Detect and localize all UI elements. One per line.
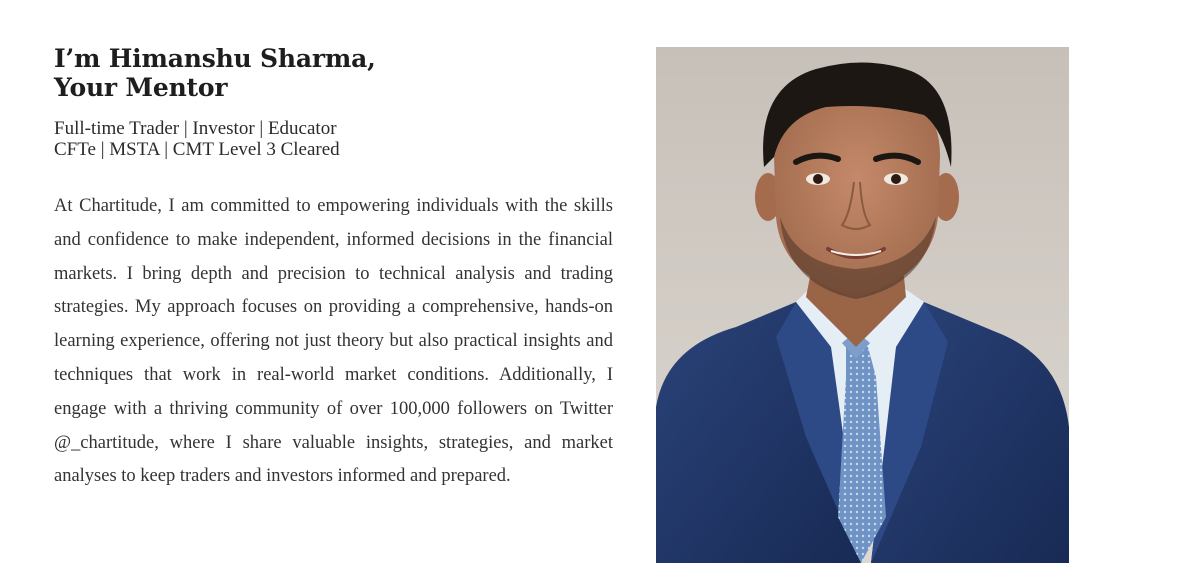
page-title	[54, 44, 614, 102]
mentor-intro	[54, 44, 614, 513]
bio-paragraph: At Chartitude, I am committed to empowering individuals with the skills and confidence to make independent, informed decisions in the financial markets. I bring depth and precision to technical analysis and trading strategies. My approach focuses on providing a comprehensive, hands-on learning experience, offering not just theory but also practical insights and techniques that work in real-world market conditions. Additionally, I engage with a thriving community of over 100,000 followers on Twitter @_chartitude, where I share valuable insights, strategies, and market analyses to keep traders and investors informed and prepared.	[54, 196, 613, 487]
title-line-2: Your Mentor	[54, 73, 228, 102]
mentor-portrait-icon	[656, 47, 1069, 563]
credentials	[54, 118, 614, 160]
mentor-photo	[656, 47, 1069, 563]
certifications-line: CFTe | MSTA | CMT Level 3 Cleared	[54, 139, 340, 160]
title-line-1: I’m Himanshu Sharma,	[54, 44, 376, 73]
roles-line: Full-time Trader | Investor | Educator	[54, 118, 337, 139]
